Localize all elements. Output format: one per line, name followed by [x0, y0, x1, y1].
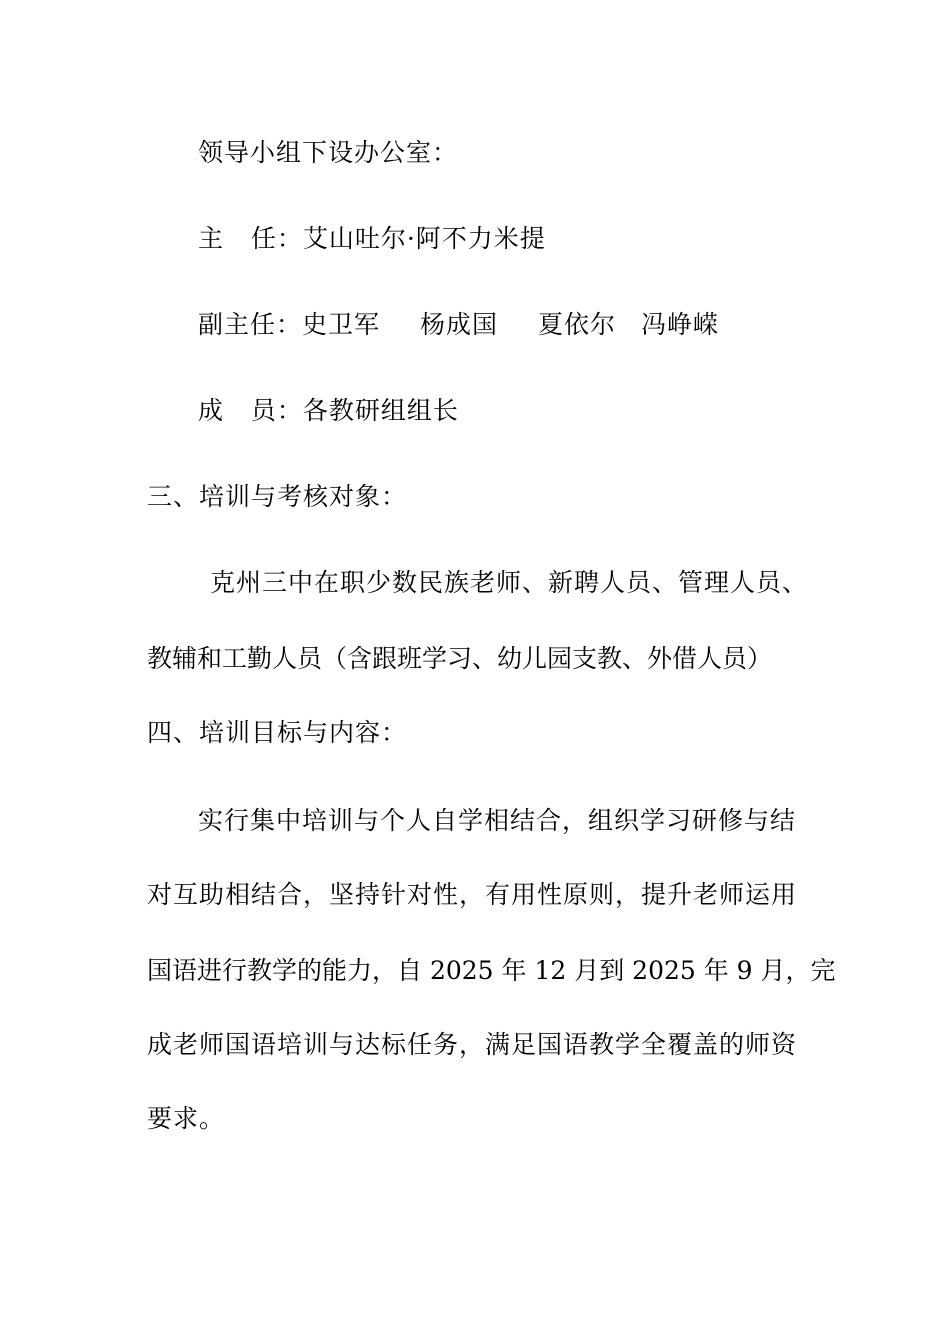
section4-body-line: 成老师国语培训与达标任务，满足国语教学全覆盖的师资	[147, 1030, 798, 1059]
section3-body-line: 克州三中在职少数民族老师、新聘人员、管理人员、	[210, 568, 809, 597]
office-intro: 领导小组下设办公室：	[198, 138, 459, 167]
section4-body-line: 实行集中培训与个人自学相结合，组织学习研修与结	[198, 806, 797, 835]
section4-body-line: 国语进行教学的能力，自 2025 年 12 月到 2025 年 9 月，完	[147, 956, 836, 985]
members-row	[198, 396, 459, 426]
director-name: 艾山吐尔·阿不力米提	[302, 224, 546, 253]
members-value: 各教研组组长	[302, 396, 459, 425]
deputy-row	[198, 310, 719, 340]
director-row	[198, 224, 546, 254]
deputy-name: 夏依尔	[538, 310, 617, 339]
deputy-name: 杨成国	[420, 310, 499, 339]
section3-heading: 三、培训与考核对象：	[147, 482, 408, 511]
section4-body-line: 对互助相结合，坚持针对性，有用性原则，提升老师运用	[147, 880, 798, 909]
deputy-name: 冯峥嵘	[641, 310, 720, 339]
deputy-label: 副主任：	[198, 310, 303, 339]
section4-body-line: 要求。	[147, 1104, 226, 1133]
director-label: 主 任：	[198, 224, 303, 253]
members-label: 成 员：	[198, 396, 303, 425]
deputy-name: 史卫军	[302, 310, 381, 339]
section3-body-line: 教辅和工勤人员（含跟班学习、幼儿园支教、外借人员）	[147, 644, 773, 673]
section4-heading: 四、培训目标与内容：	[147, 718, 408, 747]
